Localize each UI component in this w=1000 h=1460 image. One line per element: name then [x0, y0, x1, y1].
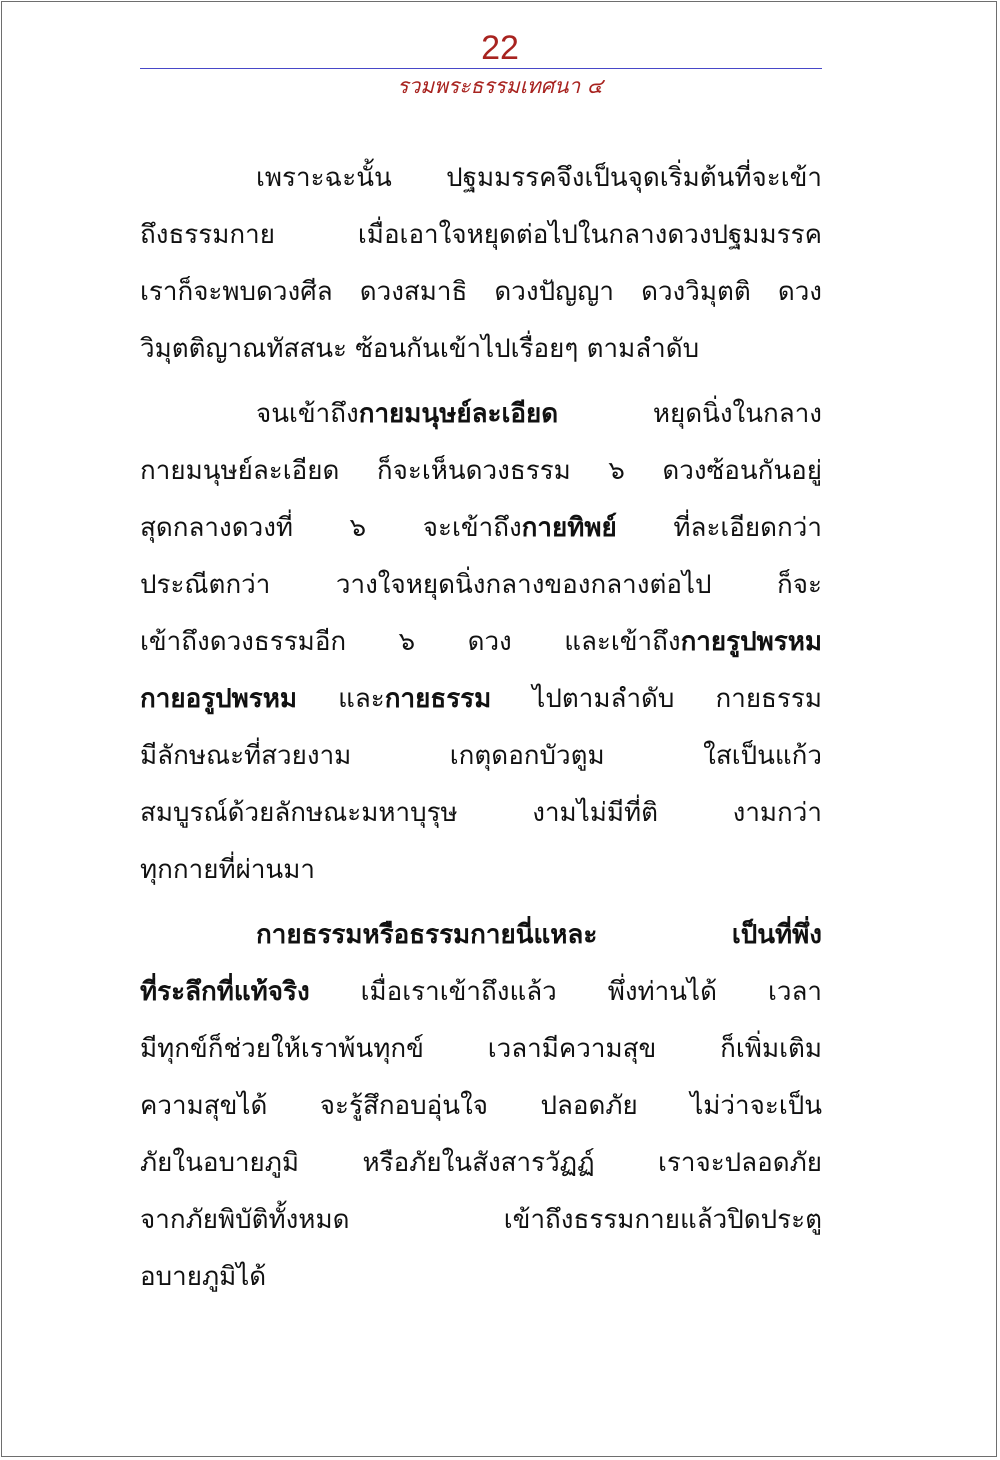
header-rule: [140, 68, 822, 69]
text-segment: ภัยในอบายภูมิ หรือภัยในสังสารวัฏฏ์ เราจะปลอดภัย: [140, 1148, 822, 1178]
text-segment: มีทุกข์ก็ช่วยให้เราพ้นทุกข์ เวลามีความสุข ก็เพิ่มเติม: [140, 1034, 822, 1064]
text-line: [140, 1249, 822, 1306]
text-line: [140, 1135, 822, 1192]
bold-term: กายทิพย์: [521, 513, 617, 543]
text-segment: มีลักษณะที่สวยงาม เกตุดอกบัวตูม ใสเป็นแก้ว: [140, 741, 822, 771]
text-segment: เราก็จะพบดวงศีล ดวงสมาธิ ดวงปัญญา ดวงวิมุตติ ดวง: [140, 277, 822, 307]
text-segment: เข้าถึงดวงธรรมอีก ๖ ดวง และเข้าถึง: [140, 627, 681, 657]
text-line: [140, 321, 822, 378]
text-segment: สมบูรณ์ด้วยลักษณะมหาบุรุษ งามไม่มีที่ติ งามกว่า: [140, 798, 822, 828]
text-line: [140, 671, 822, 728]
body-text: [140, 150, 822, 1306]
bold-term: ที่ระลึกที่แท้จริง: [140, 977, 310, 1007]
text-segment: ความสุขได้ จะรู้สึกอบอุ่นใจ ปลอดภัย ไม่ว่าจะเป็น: [140, 1091, 822, 1121]
text-line: [140, 207, 822, 264]
text-segment: สุดกลางดวงที่ ๖ จะเข้าถึง: [140, 513, 522, 543]
text-segment: จากภัยพิบัติทั้งหมด เข้าถึงธรรมกายแล้วปิดประตู: [140, 1205, 822, 1235]
text-line: [140, 728, 822, 785]
text-line: [140, 842, 822, 899]
text-segment: หยุดนิ่งในกลาง: [558, 399, 822, 429]
text-segment: ทุกกายที่ผ่านมา: [140, 855, 315, 885]
bold-term: กายรูปพรหม: [680, 627, 822, 657]
paragraph-gap: [140, 378, 822, 386]
paragraph-3: [140, 907, 822, 1306]
bold-term: กายธรรมหรือธรรมกายนี่แหละ เป็นที่พึ่ง: [256, 920, 822, 950]
text-line: [140, 500, 822, 557]
bold-term: กายมนุษย์ละเอียด: [358, 399, 559, 429]
paragraph-2: [140, 386, 822, 899]
text-segment: กายมนุษย์ละเอียด ก็จะเห็นดวงธรรม ๖ ดวงซ้อนกันอยู่: [140, 456, 822, 486]
paragraph-gap: [140, 899, 822, 907]
text-line: [140, 1021, 822, 1078]
text-segment: ไปตามลำดับ กายธรรม: [491, 684, 822, 714]
text-segment: จนเข้าถึง: [256, 399, 359, 429]
text-line: [140, 1078, 822, 1135]
text-line: [140, 443, 822, 500]
text-line: [140, 785, 822, 842]
text-line: [140, 614, 822, 671]
bold-term: กายอรูปพรหม: [140, 684, 298, 714]
text-segment: วิมุตติญาณทัสสนะ ซ้อนกันเข้าไปเรื่อยๆ ตามลำดับ: [140, 334, 700, 364]
text-line: [140, 386, 822, 443]
text-line: [140, 1192, 822, 1249]
text-segment: ที่ละเอียดกว่า: [616, 513, 822, 543]
running-title: รวมพระธรรมเทศนา ๔: [397, 74, 603, 98]
text-line: [140, 557, 822, 614]
text-line: [140, 964, 822, 1021]
text-segment: เมื่อเราเข้าถึงแล้ว พึ่งท่านได้ เวลา: [309, 977, 822, 1007]
text-segment: ถึงธรรมกาย เมื่อเอาใจหยุดต่อไปในกลางดวงปฐมมรรค: [140, 220, 822, 250]
paragraph-1: [140, 150, 822, 378]
text-line: [140, 907, 822, 964]
text-line: [140, 150, 822, 207]
text-segment: เพราะฉะนั้น ปฐมมรรคจึงเป็นจุดเริ่มต้นที่จะเข้า: [256, 163, 822, 193]
bold-term: กายธรรม: [384, 684, 492, 714]
text-segment: และ: [297, 684, 385, 714]
text-segment: อบายภูมิได้: [140, 1262, 267, 1292]
text-line: [140, 264, 822, 321]
page-number: 22: [481, 29, 519, 67]
text-segment: ประณีตกว่า วางใจหยุดนิ่งกลางของกลางต่อไป ก็จะ: [140, 570, 822, 600]
